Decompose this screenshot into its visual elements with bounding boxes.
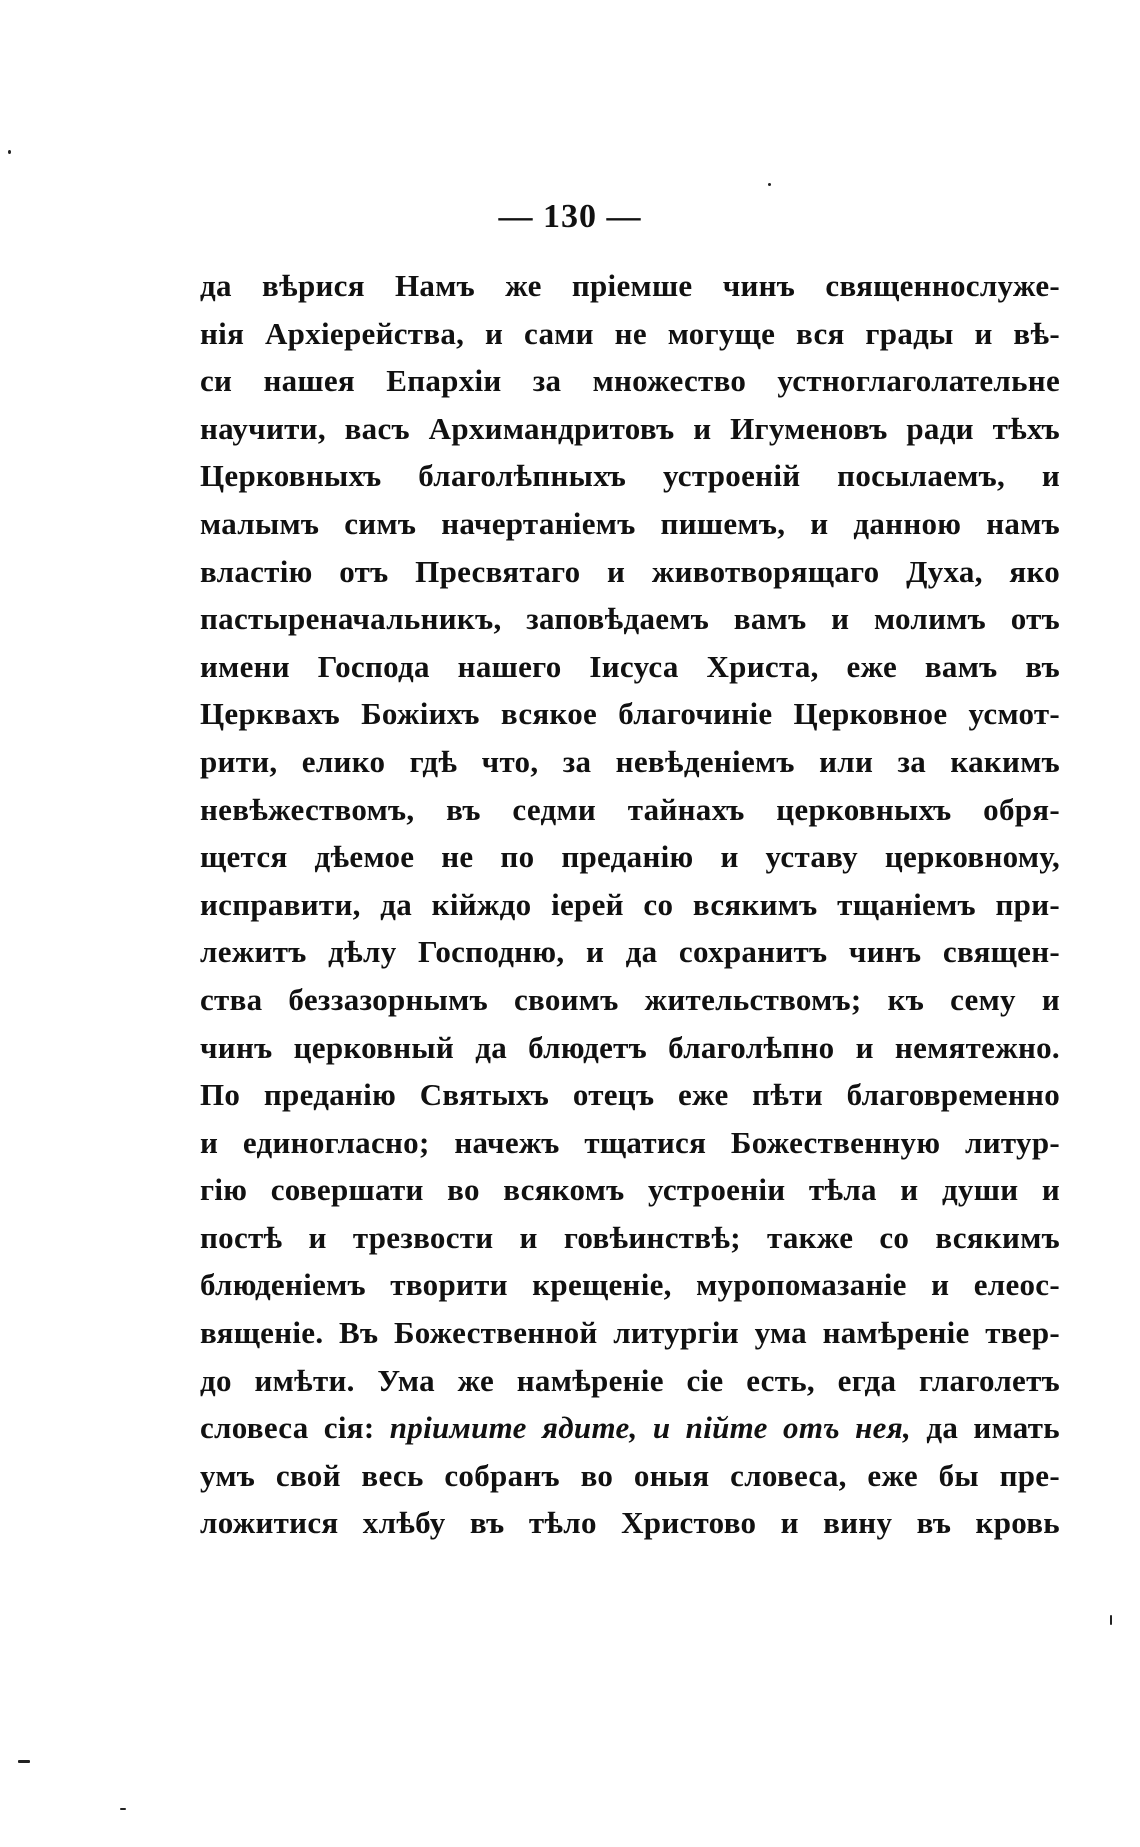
text-line: имени Господа нашего Іисуса Христа, еже вамъ въ	[200, 648, 1060, 684]
text-line: лежитъ дѣлу Господню, и да сохранитъ чинъ священ-	[200, 934, 1060, 970]
text-line: нія Архіерейства, и сами не могуще вся грады и вѣ-	[200, 315, 1060, 351]
text-line: си нашея Епархіи за множество устноглаголательне	[200, 363, 1060, 399]
text-line: властію отъ Пресвятаго и животворящаго Духа, яко	[200, 553, 1060, 589]
text-line: пастыреначальникъ, заповѣдаемъ вамъ и молимъ отъ	[200, 601, 1060, 637]
text-line: рити, елико гдѣ что, за невѣденіемъ или за какимъ	[200, 743, 1060, 779]
scan-speck	[1110, 1615, 1112, 1625]
text-line: умъ свой весь собранъ во оныя словеса, еже бы пре-	[200, 1457, 1060, 1493]
text-line: блюденіемъ творити крещеніе, муропомазаніе и елеос-	[200, 1267, 1060, 1303]
text-line: Церковныхъ благолѣпныхъ устроеній посылаемъ, и	[200, 458, 1060, 494]
text-line: ложитися хлѣбу въ тѣло Христово и вину въ кровь	[200, 1505, 1060, 1541]
text-line: щется дѣемое не по преданію и уставу церковному,	[200, 839, 1060, 875]
text-line: гію совершати во всякомъ устроеніи тѣла и души и	[200, 1172, 1060, 1208]
text-line-mixed	[200, 1404, 1060, 1452]
text-line: малымъ симъ начертаніемъ пишемъ, и данною намъ	[200, 505, 1060, 541]
italic-phrase: пріимите ядите, и пійте отъ нея,	[389, 1410, 912, 1446]
text-line: да вѣрися Намъ же пріемше чинъ священнослуже-	[200, 268, 1060, 303]
scan-speck	[120, 1808, 126, 1810]
text-line: чинъ церковный да блюдетъ благолѣпно и немятежно.	[200, 1029, 1060, 1065]
scan-speck	[768, 183, 771, 186]
text-line: По преданію Святыхъ отецъ еже пѣти благовременно	[200, 1077, 1060, 1113]
text-line: ства беззазорнымъ своимъ жительствомъ; къ сему и	[200, 981, 1060, 1017]
body-text	[200, 262, 1060, 1547]
text-segment: да имать	[926, 1410, 1060, 1446]
text-segment: словеса сія:	[200, 1410, 375, 1446]
text-line: и единогласно; начежъ тщатися Божественную литур-	[200, 1124, 1060, 1160]
text-line: Церквахъ Божіихъ всякое благочиніе Церковное усмот-	[200, 696, 1060, 732]
text-line: невѣжествомъ, въ седми тайнахъ церковныхъ обря-	[200, 791, 1060, 827]
text-line: научити, васъ Архимандритовъ и Игуменовъ ради тѣхъ	[200, 410, 1060, 446]
text-line: до имѣти. Ума же намѣреніе сіе есть, егда глаголетъ	[200, 1362, 1060, 1398]
scan-speck	[18, 1760, 30, 1763]
text-line: вященіе. Въ Божественной литургіи ума намѣреніе твер-	[200, 1315, 1060, 1351]
text-line: исправити, да кійждо іерей со всякимъ тщаніемъ при-	[200, 886, 1060, 922]
page-number: — 130 —	[498, 198, 642, 235]
text-line: постѣ и трезвости и говѣинствѣ; также со всякимъ	[200, 1219, 1060, 1255]
scan-speck	[8, 150, 11, 154]
